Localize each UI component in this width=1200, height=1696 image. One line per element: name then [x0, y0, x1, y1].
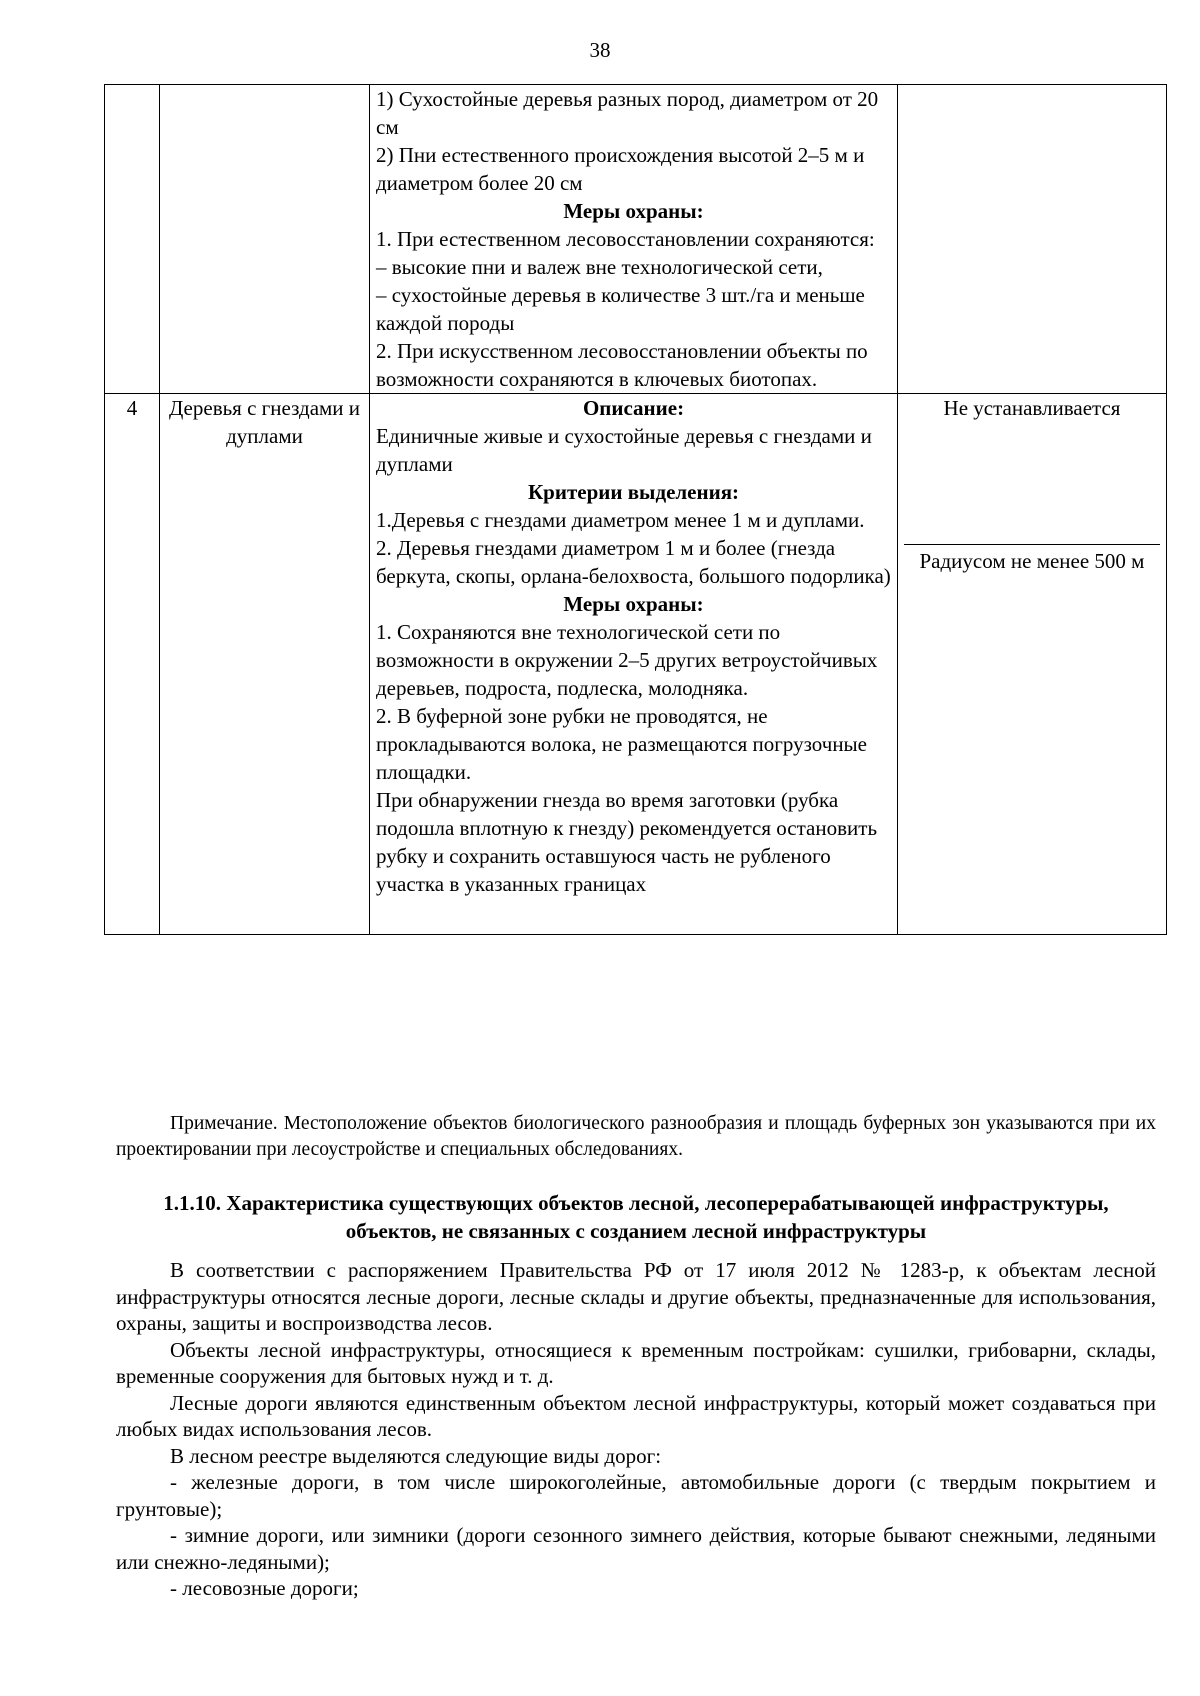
- table-cell-zone: [898, 394, 1167, 935]
- list-item: 2. Деревья гнездами диаметром 1 м и более (гнезда беркута, скопы, орлана-белохвоста, большого подорлика): [376, 536, 891, 588]
- table-row: [105, 394, 1167, 935]
- table-cell-number: [105, 85, 160, 394]
- biodiversity-table: [104, 84, 1167, 935]
- list-item: 1) Сухостойные деревья разных пород, диаметром от 20 см: [376, 87, 879, 139]
- list-item: 1. Сохраняются вне технологической сети по возможности в окружении 2–5 других ветроустойчивых деревьев, подроста, подлеска, молодняка.: [376, 620, 878, 700]
- protection-heading: Меры охраны:: [563, 592, 704, 616]
- protection-heading: Меры охраны:: [563, 199, 704, 223]
- table-cell-zone: [898, 85, 1167, 394]
- paragraph: В лесном реестре выделяются следующие виды дорог:: [170, 1443, 662, 1468]
- table-row: [105, 85, 1167, 394]
- list-item: При обнаружении гнезда во время заготовки (рубка подошла вплотную к гнезду) рекомендуется остановить рубку и сохранить оставшуюся часть не рубленого участка в указанных границах: [376, 788, 878, 896]
- list-item: – высокие пни и валеж вне технологической сети,: [376, 255, 823, 279]
- paragraph: - зимние дороги, или зимники (дороги сезонного зимнего действия, которые бывают снежными, ледяными или снежно-ледяными);: [116, 1523, 1156, 1574]
- object-name: Деревья с гнездами и дуплами: [160, 394, 370, 935]
- paragraph: Лесные дороги являются единственным объектом лесной инфраструктуры, который может создаваться при любых видах использования лесов.: [116, 1390, 1156, 1441]
- paragraph: Объекты лесной инфраструктуры, относящиеся к временным постройкам: сушилки, грибоварни, склады, временные сооружения для бытовых нужд и т. д.: [116, 1337, 1156, 1388]
- buffer-zone-1: Не устанавливается: [904, 394, 1160, 545]
- row-number: 4: [105, 394, 160, 935]
- section-title: 1.1.10. Характеристика существующих объектов лесной, лесоперерабатывающей инфраструктуры, объектов, не связанных с созданием лесной инфраструктуры: [163, 1191, 1109, 1243]
- table-cell-name: [160, 85, 370, 394]
- paragraph: В соответствии с распоряжением Правительства РФ от 17 июля 2012 № 1283-р, к объектам лесной инфраструктуры относятся лесные дороги, лесные склады и другие объекты, предназначенные для использования, охраны, защиты и воспроизводства лесов.: [116, 1258, 1156, 1335]
- list-item: 2. При искусственном лесовосстановлении объекты по возможности сохраняются в ключевых биотопах.: [376, 339, 868, 391]
- cell-spacer: [376, 898, 891, 934]
- criteria-heading: Критерии выделения:: [527, 480, 740, 504]
- description-text: Единичные живые и сухостойные деревья с гнездами и дуплами: [376, 424, 872, 476]
- list-item: – сухостойные деревья в количестве 3 шт./га и меньше каждой породы: [376, 283, 865, 335]
- list-item: 1. При естественном лесовосстановлении сохраняются:: [376, 227, 875, 251]
- page-number: 38: [589, 38, 611, 62]
- table-cell-description: [370, 394, 898, 935]
- paragraph: - лесовозные дороги;: [170, 1576, 359, 1600]
- list-item: 2. В буферной зоне рубки не проводятся, не прокладываются волока, не размещаются погрузочные площадки.: [376, 704, 867, 784]
- body-text: [116, 1257, 1156, 1602]
- description-heading: Описание:: [582, 396, 685, 420]
- list-item: 1.Деревья с гнездами диаметром менее 1 м и дуплами.: [376, 508, 865, 532]
- table-cell-description: [370, 85, 898, 394]
- list-item: 2) Пни естественного происхождения высотой 2–5 м и диаметром более 20 см: [376, 143, 865, 195]
- paragraph: - железные дороги, в том числе широкоголейные, автомобильные дороги (с твердым покрытием и грунтовые);: [116, 1470, 1156, 1521]
- buffer-zone-2: Радиусом не менее 500 м: [919, 549, 1145, 573]
- table-note: Примечание. Местоположение объектов биологического разнообразия и площадь буферных зон указываются при их проектировании при лесоустройстве и специальных обследованиях.: [116, 1113, 1156, 1160]
